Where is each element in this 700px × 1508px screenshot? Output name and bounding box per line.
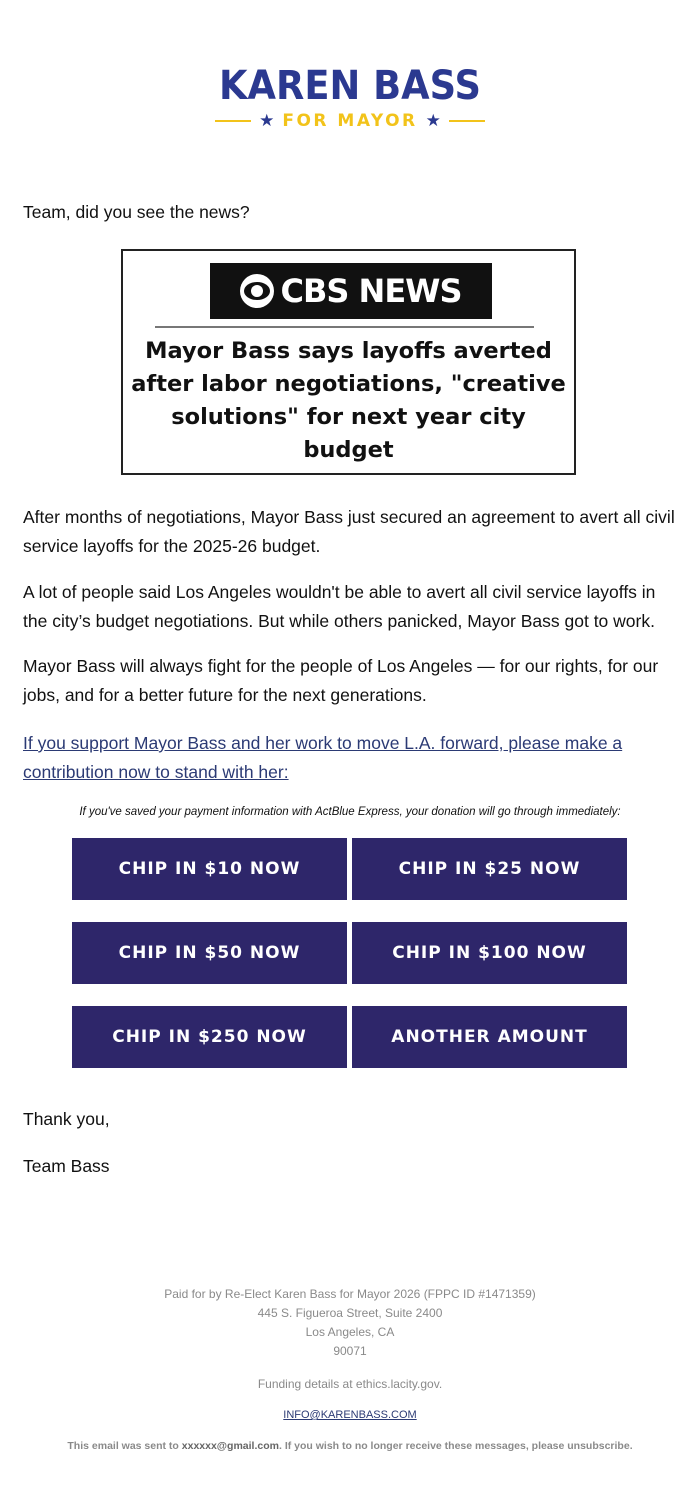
another-amount-button[interactable]: ANOTHER AMOUNT (352, 1006, 627, 1068)
body-paragraph: Mayor Bass will always fight for the people of Los Angeles — for our rights, for our jobs, and for a better future for the next generations. (23, 656, 659, 705)
actblue-express-note: If you've saved your payment information with ActBlue Express, your donation will go through immediately: (79, 806, 621, 818)
footer-street: 445 S. Figueroa Street, Suite 2400 (257, 1306, 443, 1320)
footer-email-link[interactable]: INFO@KARENBASS.COM (283, 1409, 417, 1421)
news-headline: Mayor Bass says layoffs averted after labor negotiations, "creative solutions" for next year city budget (131, 338, 566, 463)
news-card-image[interactable] (121, 249, 576, 475)
footer-zip: 90071 (333, 1344, 367, 1358)
chip-in-250-button[interactable]: CHIP IN $250 NOW (72, 1006, 347, 1068)
cbs-news-logo (210, 263, 492, 319)
body-paragraph: A lot of people said Los Angeles wouldn't be able to avert all civil service layoffs in the city’s budget negotiations. But while others panicked, Mayor Bass got to work. (23, 582, 656, 631)
chip-in-25-button[interactable]: CHIP IN $25 NOW (352, 838, 627, 900)
footer-city: Los Angeles, CA (305, 1325, 395, 1339)
unsubscribe-text[interactable]: . If you wish to no longer receive these messages, please unsubscribe. (278, 1440, 633, 1452)
star-icon: ★ (425, 111, 441, 130)
contribution-link[interactable]: If you support Mayor Bass and her work to move L.A. forward, please make a contribution now to stand with her: (23, 733, 623, 782)
chip-in-10-button[interactable]: CHIP IN $10 NOW (72, 838, 347, 900)
chip-in-100-button[interactable]: CHIP IN $100 NOW (352, 922, 627, 984)
closing-thanks: Thank you, (23, 1109, 110, 1129)
footer-funding: Funding details at ethics.lacity.gov. (257, 1377, 443, 1391)
footer-unsubscribe-notice (0, 1437, 700, 1456)
cbs-eye-icon (240, 274, 274, 308)
news-divider (155, 326, 534, 328)
footer-email-row (0, 1406, 700, 1425)
body-paragraph: After months of negotiations, Mayor Bass just secured an agreement to avert all civil service layoffs for the 2025-26 budget. (23, 507, 675, 556)
sent-address: xxxxxx@gmail.com (181, 1440, 279, 1452)
logo-name: KAREN BASS (219, 63, 481, 109)
closing-signature: Team Bass (23, 1156, 110, 1176)
logo-rule-left (215, 120, 251, 122)
sent-prefix: This email was sent to (67, 1440, 182, 1452)
footer-address (0, 1285, 700, 1361)
logo-rule-right (449, 120, 485, 122)
campaign-logo (0, 64, 700, 132)
news-brand: CBS NEWS (280, 272, 462, 310)
intro-text: Team, did you see the news? (23, 202, 250, 222)
logo-subtitle: FOR MAYOR (282, 111, 418, 131)
footer-paid-for: Paid for by Re-Elect Karen Bass for Mayor 2026 (FPPC ID #1471359) (164, 1287, 536, 1301)
star-icon: ★ (259, 111, 275, 130)
chip-in-50-button[interactable]: CHIP IN $50 NOW (72, 922, 347, 984)
logo-subtitle-row (0, 110, 700, 132)
